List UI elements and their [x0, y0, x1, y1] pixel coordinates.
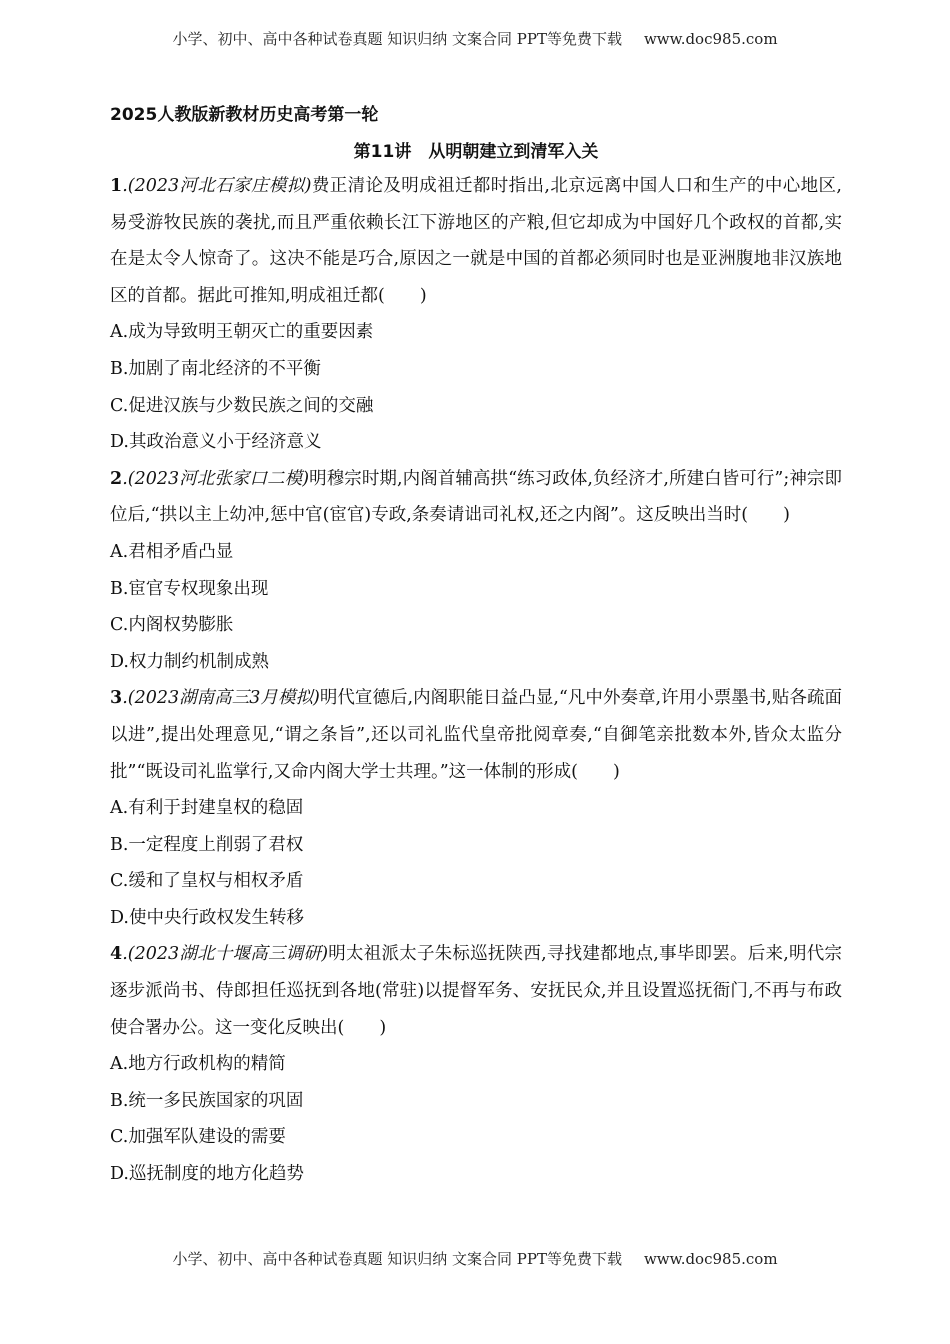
- question-text: 明太祖派太子朱标巡抚陕西,寻找建都地点,事毕即罢。后来,明代宗逐步派尚书、侍郎担任巡抚到各地(常驻)以提督军务、安抚民众,并且设置巡抚衙门,不再与布政使合署办公。这一变化反映出( ): [110, 944, 842, 1038]
- option-b: B.统一多民族国家的巩固: [110, 1090, 304, 1111]
- question-1: [110, 168, 842, 461]
- header-text: 小学、初中、高中各种试卷真题 知识归纳 文案合同 PPT等免费下载: [172, 30, 622, 48]
- question-text: 费正清论及明成祖迁都时指出,北京远离中国人口和生产的中心地区,易受游牧民族的袭扰,而且严重依赖长江下游地区的产粮,但它却成为中国好几个政权的首都,实在是太令人惊奇了。这决不能是巧合,原因之一就是中国的首都必须同时也是亚洲腹地非汉族地区的首都。据此可推知,明成祖迁都( ): [110, 176, 842, 306]
- header-site-link[interactable]: www.doc985.com: [643, 30, 778, 48]
- question-list: [110, 168, 842, 1193]
- option-a: A.有利于封建皇权的稳固: [110, 798, 304, 819]
- series-title: 2025人教版新教材历史高考第一轮: [110, 105, 379, 125]
- question-source: .(2023湖北十堰高三调研): [122, 944, 329, 965]
- option-c: C.加强军队建设的需要: [110, 1127, 286, 1148]
- question-number: 3: [110, 688, 123, 709]
- page-header: [0, 28, 950, 49]
- question-stem: [110, 936, 842, 1046]
- option-c: C.促进汉族与少数民族之间的交融: [110, 395, 374, 416]
- option-d: D.使中央行政权发生转移: [110, 907, 304, 928]
- page-footer: [0, 1248, 950, 1269]
- question-stem: [110, 168, 842, 314]
- option-d: D.权力制约机制成熟: [110, 651, 269, 672]
- question-number: 1: [110, 176, 123, 196]
- footer-text: 小学、初中、高中各种试卷真题 知识归纳 文案合同 PPT等免费下载: [172, 1250, 622, 1268]
- option-b: B.一定程度上削弱了君权: [110, 834, 304, 855]
- question-stem: [110, 461, 842, 534]
- option-c: C.缓和了皇权与相权矛盾: [110, 871, 304, 892]
- question-4: [110, 936, 842, 1192]
- question-source: .(2023河北张家口二模): [122, 468, 310, 489]
- question-2: [110, 461, 842, 681]
- option-c: C.内阁权势膨胀: [110, 615, 234, 636]
- question-source: .(2023河北石家庄模拟): [122, 176, 312, 196]
- option-a: A.地方行政机构的精简: [110, 1054, 286, 1075]
- option-d: D.其政治意义小于经济意义: [110, 432, 322, 453]
- question-text: 明穆宗时期,内阁首辅高拱“练习政体,负经济才,所建白皆可行”;神宗即位后,“拱以主上幼冲,惩中官(宦官)专政,条奏请诎司礼权,还之内阁”。这反映出当时( ): [110, 468, 842, 526]
- question-source: .(2023湖南高三3月模拟): [122, 688, 320, 709]
- option-a: A.成为导致明王朝灭亡的重要因素: [110, 322, 374, 343]
- document-body: [110, 100, 842, 1193]
- question-text: 明代宣德后,内阁职能日益凸显,“凡中外奏章,许用小票墨书,贴各疏面以进”,提出处理意见,“谓之条旨”,还以司礼监代皇帝批阅章奏,“自御笔亲批数本外,皆众太监分批”“既设司礼监掌行,又命内阁大学士共理。”这一体制的形成( ): [110, 688, 842, 782]
- question-number: 2: [110, 468, 123, 489]
- option-b: B.宦官专权现象出现: [110, 578, 269, 599]
- footer-site-link[interactable]: www.doc985.com: [643, 1250, 778, 1268]
- question-3: [110, 680, 842, 936]
- question-number: 4: [110, 944, 123, 965]
- question-stem: [110, 680, 842, 790]
- option-b: B.加剧了南北经济的不平衡: [110, 358, 321, 379]
- option-d: D.巡抚制度的地方化趋势: [110, 1164, 304, 1185]
- lesson-title: 第11讲 从明朝建立到清军入关: [353, 142, 599, 162]
- option-a: A.君相矛盾凸显: [110, 541, 234, 562]
